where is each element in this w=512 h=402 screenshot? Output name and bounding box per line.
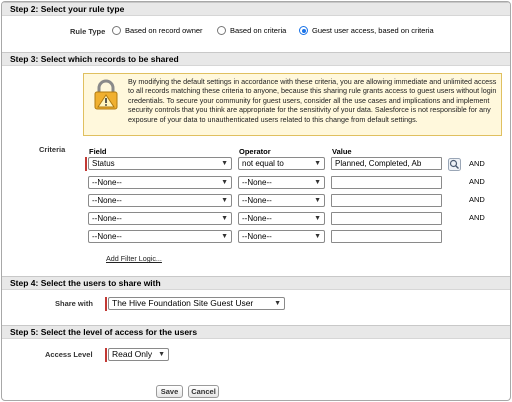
lookup-icon[interactable] xyxy=(448,158,461,171)
required-indicator xyxy=(85,157,87,171)
chevron-down-icon: ▼ xyxy=(314,179,321,186)
criteria-label: Criteria xyxy=(39,145,66,154)
step2-header: Step 2: Select your rule type xyxy=(2,2,510,16)
field-select-4[interactable] xyxy=(88,212,232,225)
chevron-down-icon: ▼ xyxy=(221,197,228,204)
required-indicator xyxy=(105,348,107,362)
chevron-down-icon: ▼ xyxy=(221,215,228,222)
chevron-down-icon: ▼ xyxy=(314,233,321,240)
select-value: --None-- xyxy=(242,178,272,187)
field-select-1[interactable] xyxy=(88,157,232,170)
operator-select-3[interactable] xyxy=(238,194,325,207)
select-value: --None-- xyxy=(242,196,272,205)
chevron-down-icon: ▼ xyxy=(314,160,321,167)
cancel-button[interactable]: Cancel xyxy=(188,385,219,398)
field-select-5[interactable] xyxy=(88,230,232,243)
radio-button[interactable] xyxy=(112,26,121,35)
chevron-down-icon: ▼ xyxy=(314,197,321,204)
radio-guest-user[interactable] xyxy=(299,26,434,35)
sharing-rule-form xyxy=(1,1,511,401)
share-with-select[interactable] xyxy=(108,297,285,310)
access-level-label: Access Level xyxy=(45,350,93,359)
value-input-2[interactable] xyxy=(331,176,442,189)
radio-button-selected[interactable] xyxy=(299,26,308,35)
field-select-3[interactable] xyxy=(88,194,232,207)
add-filter-logic-link[interactable]: Add Filter Logic... xyxy=(106,254,162,263)
operator-select-4[interactable] xyxy=(238,212,325,225)
chevron-down-icon: ▼ xyxy=(274,300,281,307)
lock-warning-icon xyxy=(90,78,122,112)
and-label: AND xyxy=(469,213,485,222)
value-input-1[interactable]: Planned, Completed, Ab xyxy=(331,157,442,170)
chevron-down-icon: ▼ xyxy=(221,179,228,186)
select-value: --None-- xyxy=(92,196,122,205)
select-value: --None-- xyxy=(242,232,272,241)
select-value: The Hive Foundation Site Guest User xyxy=(112,298,254,308)
warning-text: By modifying the default settings in accordance with these criteria, you are allowing immediate and unlimited access to all records matching these criteria to anyone, because this sharing rule grants access to guest users without login credentials. To secure your community for guest users, consider all the use cases and implications and implement security controls that you think are appropriate for the sensitivity of your data. Salesforce is not responsible for any exposure of your data to unauthenticated users related to this change from default settings. xyxy=(128,77,497,124)
and-label: AND xyxy=(469,159,485,168)
rule-type-label: Rule Type xyxy=(70,27,106,36)
operator-select-1[interactable] xyxy=(238,157,325,170)
select-value: --None-- xyxy=(242,214,272,223)
value-input-4[interactable] xyxy=(331,212,442,225)
radio-label: Based on record owner xyxy=(125,26,203,35)
select-value: Read Only xyxy=(112,349,153,359)
select-value: --None-- xyxy=(92,214,122,223)
operator-column-header: Operator xyxy=(239,147,271,156)
radio-label: Guest user access, based on criteria xyxy=(312,26,434,35)
step4-header: Step 4: Select the users to share with xyxy=(2,276,510,290)
operator-select-5[interactable] xyxy=(238,230,325,243)
step5-header: Step 5: Select the level of access for the users xyxy=(2,325,510,339)
radio-label: Based on criteria xyxy=(230,26,287,35)
access-level-select[interactable] xyxy=(108,348,169,361)
radio-criteria[interactable] xyxy=(217,26,286,35)
step3-header: Step 3: Select which records to be shared xyxy=(2,52,510,66)
required-indicator xyxy=(105,297,107,311)
and-label: AND xyxy=(469,195,485,204)
share-with-label: Share with xyxy=(55,299,93,308)
field-select-2[interactable] xyxy=(88,176,232,189)
select-value: Status xyxy=(92,159,115,168)
chevron-down-icon: ▼ xyxy=(158,351,165,358)
select-value: --None-- xyxy=(92,178,122,187)
value-input-5[interactable] xyxy=(331,230,442,243)
radio-record-owner[interactable] xyxy=(112,26,203,35)
value-input-3[interactable] xyxy=(331,194,442,207)
guest-access-warning xyxy=(83,73,502,136)
chevron-down-icon: ▼ xyxy=(314,215,321,222)
save-button[interactable]: Save xyxy=(156,385,183,398)
chevron-down-icon: ▼ xyxy=(221,160,228,167)
and-label: AND xyxy=(469,177,485,186)
value-column-header: Value xyxy=(332,147,352,156)
operator-select-2[interactable] xyxy=(238,176,325,189)
select-value: not equal to xyxy=(242,159,284,168)
field-column-header: Field xyxy=(89,147,107,156)
radio-button[interactable] xyxy=(217,26,226,35)
chevron-down-icon: ▼ xyxy=(221,233,228,240)
select-value: --None-- xyxy=(92,232,122,241)
